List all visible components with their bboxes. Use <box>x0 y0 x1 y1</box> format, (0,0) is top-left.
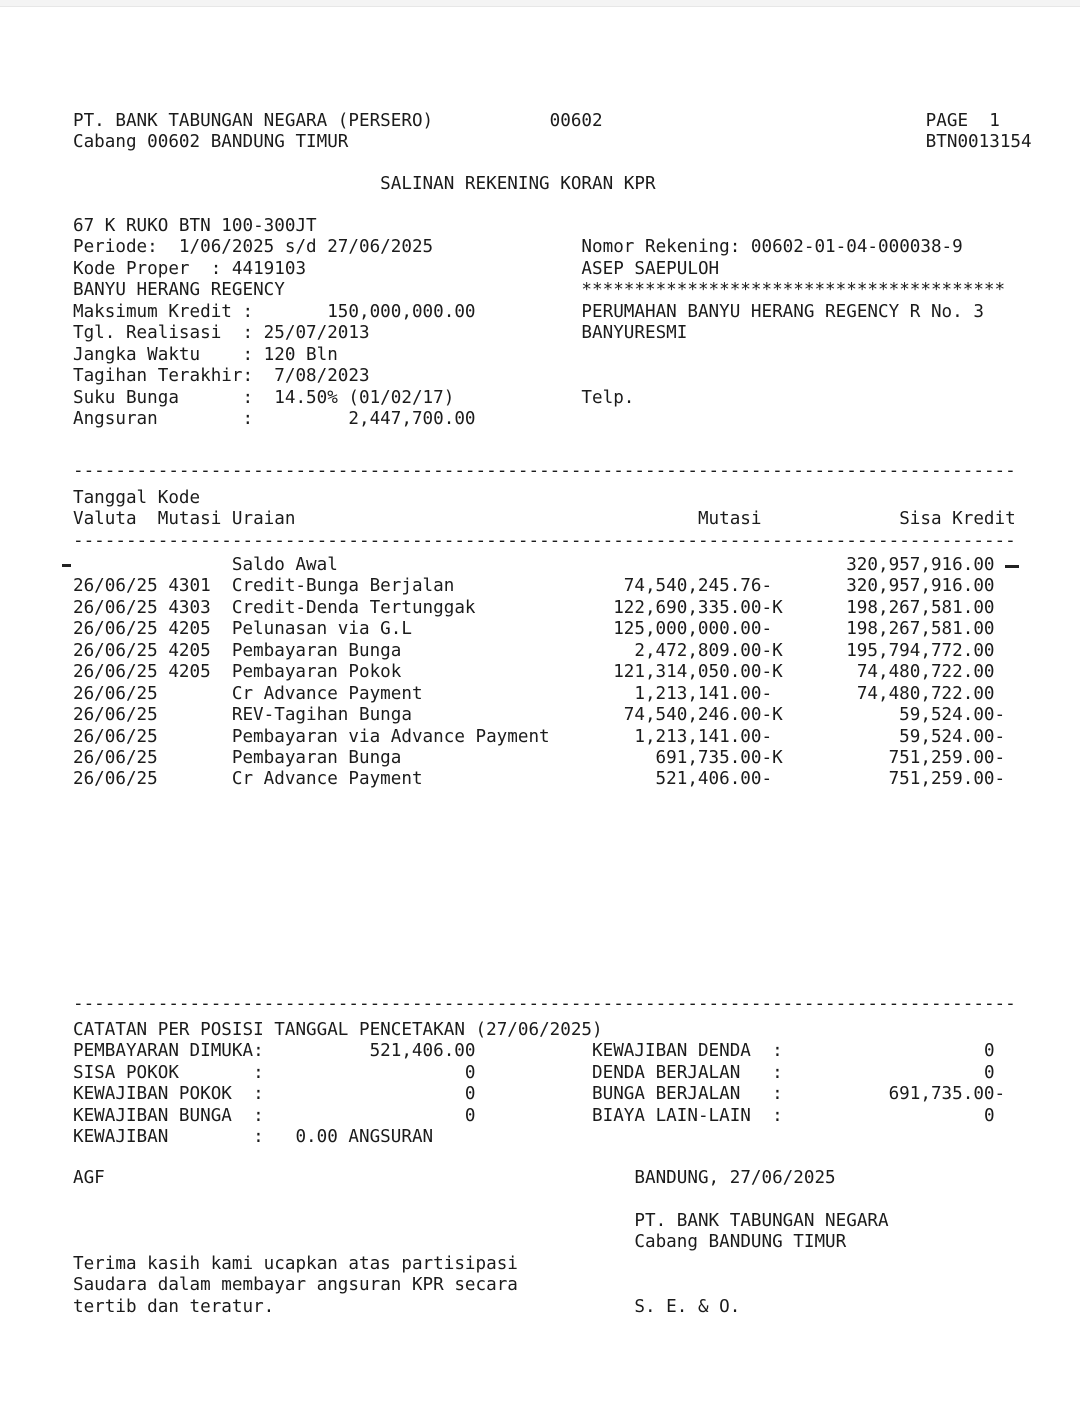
table-row <box>73 598 1016 619</box>
catatan-section <box>73 1020 1016 1149</box>
term-line: Jangka Waktu : 120 Bln <box>73 344 338 365</box>
thanks-line: tertib dan teratur. <box>73 1296 275 1317</box>
txn-mutasi: 2,472,809.00- <box>634 640 773 661</box>
opening-balance-amount: 320,957,916.00 <box>846 555 995 575</box>
branch-code: 00602 <box>549 111 603 131</box>
table-row <box>73 684 1016 705</box>
catatan-right-label: DENDA BERJALAN : <box>592 1062 783 1083</box>
max-credit-line: Maksimum Kredit : 150,000,000.00 <box>73 301 476 322</box>
txn-balance: 59,524.00 <box>899 705 995 726</box>
print-artifact-right <box>1005 565 1019 568</box>
txn-date: 26/06/25 <box>73 726 158 747</box>
account-info-line <box>73 409 1016 430</box>
catatan-row <box>73 1106 1016 1127</box>
txn-balance-sign: - <box>994 705 1006 726</box>
txn-mutasi-flag: K <box>772 705 783 726</box>
table-divider-bottom <box>73 994 1016 1015</box>
thanks-line: Saudara dalam membayar angsuran KPR secara <box>73 1275 518 1296</box>
txn-description: Pembayaran Pokok <box>231 662 402 683</box>
txn-code: 4205 <box>168 640 211 661</box>
thanks-line: Terima kasih kami ucapkan atas partisipasi <box>73 1253 518 1274</box>
account-info-line <box>73 237 1016 258</box>
catatan-right-label: BIAYA LAIN-LAIN : <box>592 1105 783 1126</box>
catatan-right-value: 0 <box>983 1041 995 1062</box>
catatan-right-label: KEWAJIBAN DENDA : <box>592 1041 783 1062</box>
account-info-line <box>73 388 1016 409</box>
txn-date: 26/06/25 <box>73 597 158 618</box>
realization-date-line: Tgl. Realisasi : 25/07/2013 <box>73 323 370 344</box>
txn-code: 4303 <box>168 597 211 618</box>
catatan-left-label: KEWAJIBAN BUNGA : <box>73 1105 264 1126</box>
catatan-row <box>73 1063 1016 1084</box>
txn-date: 26/06/25 <box>73 769 158 790</box>
txn-mutasi: 121,314,050.00- <box>613 662 773 683</box>
txn-description: Credit-Denda Tertunggak <box>231 597 476 618</box>
account-info-line <box>73 366 1016 387</box>
txn-balance-sign: - <box>994 769 1006 790</box>
page-number: PAGE 1 <box>925 111 1000 131</box>
phone-label: Telp. <box>581 387 635 408</box>
txn-date: 26/06/25 <box>73 576 158 597</box>
report-title: SALINAN REKENING KORAN KPR <box>380 174 656 194</box>
txn-mutasi-flag: K <box>772 662 783 683</box>
txn-mutasi: 691,735.00- <box>655 747 773 768</box>
address-line-2: BANYURESMI <box>581 323 688 344</box>
txn-balance: 195,794,772.00 <box>846 640 995 661</box>
txn-description: Cr Advance Payment <box>231 769 423 790</box>
txn-mutasi: 1,213,141.00- <box>634 726 773 747</box>
catatan-left-value: 0 <box>464 1084 476 1105</box>
interest-rate-line: Suku Bunga : 14.50% (01/02/17) <box>73 387 455 408</box>
account-number-line: Nomor Rekening: 00602-01-04-000038-9 <box>581 237 963 258</box>
table-header <box>73 488 1016 552</box>
signature-branch-name: Cabang BANDUNG TIMUR <box>634 1232 847 1253</box>
account-info-line <box>73 280 1016 301</box>
txn-date: 26/06/25 <box>73 683 158 704</box>
txn-mutasi-flag: K <box>772 640 783 661</box>
txn-mutasi: 1,213,141.00- <box>634 683 773 704</box>
txn-mutasi: 521,406.00- <box>655 769 773 790</box>
signature-bank-name: PT. BANK TABUNGAN NEGARA <box>634 1210 889 1231</box>
txn-balance-sign: - <box>994 747 1006 768</box>
bank-name: PT. BANK TABUNGAN NEGARA (PERSERO) <box>73 111 434 131</box>
catatan-right-sign: - <box>994 1084 1006 1105</box>
footer-code: AGF <box>73 1168 105 1188</box>
footer-section <box>73 1168 1016 1318</box>
txn-date: 26/06/25 <box>73 747 158 768</box>
table-row <box>73 769 1016 790</box>
account-info-line <box>73 259 1016 280</box>
col-header-sisa-kredit: Sisa Kredit <box>899 509 1016 530</box>
txn-balance: 74,480,722.00 <box>856 683 995 704</box>
txn-balance: 751,259.00 <box>888 747 995 768</box>
catatan-right-value: 691,735.00 <box>888 1084 995 1105</box>
txn-date: 26/06/25 <box>73 662 158 683</box>
txn-description: Credit-Bunga Berjalan <box>231 576 455 597</box>
table-row <box>73 748 1016 769</box>
txn-balance: 59,524.00 <box>899 726 995 747</box>
catatan-row <box>73 1084 1016 1105</box>
txn-description: REV-Tagihan Bunga <box>231 705 412 726</box>
installment-line: Angsuran : 2,447,700.00 <box>73 408 476 429</box>
txn-balance: 751,259.00 <box>888 769 995 790</box>
table-row <box>73 619 1016 640</box>
divider-line: ----------------------------------------------------------------------------------------- <box>73 530 1016 551</box>
col-header-valuta-mutasi-uraian: Valuta Mutasi Uraian <box>73 509 296 530</box>
address-line-1: PERUMAHAN BANYU HERANG REGENCY R No. 3 <box>581 301 984 322</box>
col-header-tanggal-kode: Tanggal Kode <box>73 488 201 508</box>
property-code-line: Kode Proper : 4419103 <box>73 258 307 279</box>
catatan-row <box>73 1041 1016 1062</box>
table-divider-top <box>73 461 1016 482</box>
account-info-line <box>73 216 1016 237</box>
table-row <box>73 662 1016 683</box>
opening-balance-row <box>73 555 1016 576</box>
table-row <box>73 576 1016 597</box>
period-line: Periode: 1/06/2025 s/d 27/06/2025 <box>73 237 434 258</box>
customer-name: ASEP SAEPULOH <box>581 258 720 279</box>
divider-line: ----------------------------------------------------------------------------------------- <box>73 461 1016 481</box>
catatan-left-label: PEMBAYARAN DIMUKA: <box>73 1041 264 1062</box>
seo-label: S. E. & O. <box>634 1296 741 1317</box>
txn-date: 26/06/25 <box>73 705 158 726</box>
txn-description: Pelunasan via G.L <box>231 619 412 640</box>
project-name: BANYU HERANG REGENCY <box>73 280 285 301</box>
catatan-left-value: 0 <box>464 1105 476 1126</box>
city-date: BANDUNG, 27/06/2025 <box>634 1168 836 1188</box>
txn-mutasi-flag: K <box>772 597 783 618</box>
branch-line: Cabang 00602 BANDUNG TIMUR <box>73 132 349 153</box>
txn-balance: 74,480,722.00 <box>856 662 995 683</box>
catatan-right-value: 0 <box>983 1062 995 1083</box>
txn-code: 4205 <box>168 662 211 683</box>
print-artifact-left <box>62 564 71 567</box>
txn-description: Pembayaran Bunga <box>231 640 402 661</box>
catatan-left-value: 0 <box>464 1062 476 1083</box>
transaction-table <box>73 555 1016 791</box>
statement-document <box>73 0 1032 1413</box>
catatan-right-value: 0 <box>983 1105 995 1126</box>
catatan-row <box>73 1127 1016 1148</box>
account-info-line <box>73 302 1016 323</box>
catatan-left-label: KEWAJIBAN : <box>73 1127 264 1148</box>
catatan-right-label: BUNGA BERJALAN : <box>592 1084 783 1105</box>
catatan-title: CATATAN PER POSISI TANGGAL PENCETAKAN (27/06/2025) <box>73 1020 603 1040</box>
document-ref: BTN0013154 <box>925 132 1032 153</box>
txn-mutasi: 74,540,246.00- <box>623 705 773 726</box>
account-info-line <box>73 323 1016 344</box>
txn-code: 4301 <box>168 576 211 597</box>
table-row <box>73 727 1016 748</box>
table-row <box>73 705 1016 726</box>
txn-mutasi-flag: K <box>772 747 783 768</box>
title-section <box>73 174 1016 195</box>
txn-description: Cr Advance Payment <box>231 683 423 704</box>
txn-date: 26/06/25 <box>73 619 158 640</box>
txn-balance: 198,267,581.00 <box>846 597 995 618</box>
document-header <box>73 111 1032 154</box>
catatan-left-value: 521,406.00 <box>369 1041 476 1062</box>
txn-description: Pembayaran Bunga <box>231 747 402 768</box>
opening-balance-label: Saldo Awal <box>231 555 338 575</box>
txn-mutasi: 125,000,000.00- <box>613 619 773 640</box>
txn-mutasi: 122,690,335.00- <box>613 597 773 618</box>
txn-code: 4205 <box>168 619 211 640</box>
catatan-left-label: KEWAJIBAN POKOK : <box>73 1084 264 1105</box>
txn-mutasi: 74,540,245.76- <box>623 576 773 597</box>
txn-balance: 198,267,581.00 <box>846 619 995 640</box>
catatan-left-label: SISA POKOK : <box>73 1062 264 1083</box>
txn-description: Pembayaran via Advance Payment <box>231 726 550 747</box>
txn-date: 26/06/25 <box>73 640 158 661</box>
product-name: 67 K RUKO BTN 100-300JT <box>73 216 317 236</box>
address-mask-line: **************************************** <box>581 280 1006 301</box>
col-header-mutasi: Mutasi <box>697 509 762 530</box>
catatan-left-value: 0.00 ANGSURAN <box>295 1127 434 1148</box>
divider-line: ----------------------------------------------------------------------------------------- <box>73 994 1016 1014</box>
txn-balance: 320,957,916.00 <box>846 576 995 597</box>
account-info-section <box>73 216 1016 430</box>
txn-balance-sign: - <box>994 726 1006 747</box>
account-info-line <box>73 345 1016 366</box>
last-bill-line: Tagihan Terakhir: 7/08/2023 <box>73 366 370 387</box>
table-row <box>73 641 1016 662</box>
